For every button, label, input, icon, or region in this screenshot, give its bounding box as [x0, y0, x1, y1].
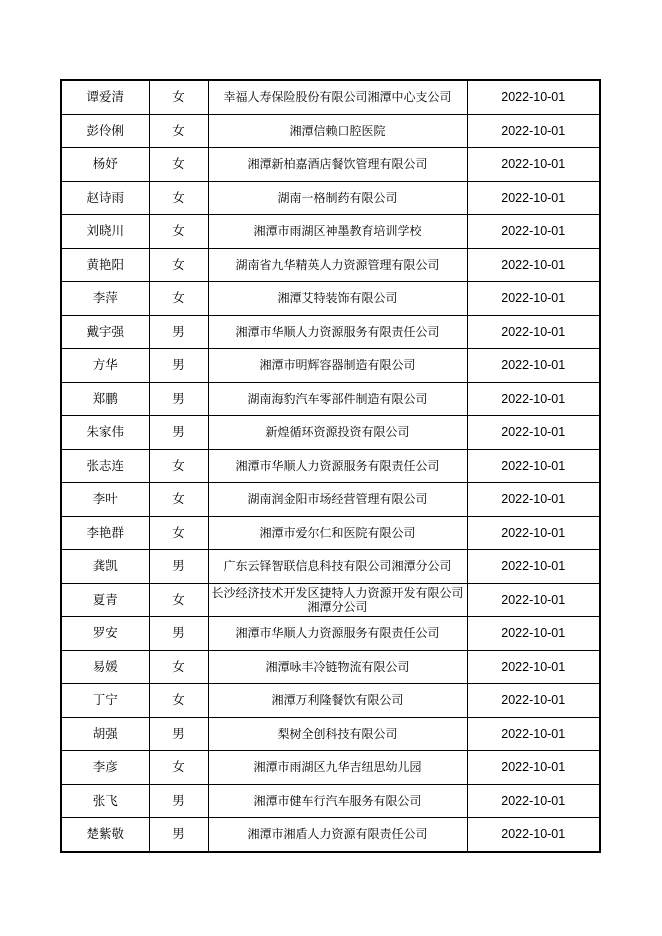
gender-cell[interactable]: 女	[149, 248, 208, 282]
company-cell[interactable]: 湘潭万利隆餐饮有限公司	[208, 684, 467, 718]
date-cell[interactable]: 2022-10-01	[467, 80, 600, 114]
gender-cell[interactable]: 男	[149, 382, 208, 416]
name-cell[interactable]: 黄艳阳	[61, 248, 149, 282]
company-cell[interactable]: 湘潭新柏嘉酒店餐饮管理有限公司	[208, 148, 467, 182]
date-cell[interactable]: 2022-10-01	[467, 617, 600, 651]
table-row	[61, 382, 600, 416]
name-cell[interactable]: 彭伶俐	[61, 114, 149, 148]
table-row	[61, 114, 600, 148]
gender-cell[interactable]: 女	[149, 114, 208, 148]
table-row	[61, 516, 600, 550]
name-cell[interactable]: 夏青	[61, 583, 149, 617]
gender-cell[interactable]: 男	[149, 784, 208, 818]
gender-cell[interactable]: 男	[149, 349, 208, 383]
date-cell[interactable]: 2022-10-01	[467, 483, 600, 517]
gender-cell[interactable]: 男	[149, 416, 208, 450]
date-cell[interactable]: 2022-10-01	[467, 181, 600, 215]
name-cell[interactable]: 丁宁	[61, 684, 149, 718]
company-cell[interactable]: 湘潭市健车行汽车服务有限公司	[208, 784, 467, 818]
table-row	[61, 449, 600, 483]
date-cell[interactable]: 2022-10-01	[467, 650, 600, 684]
date-cell[interactable]: 2022-10-01	[467, 114, 600, 148]
table-row	[61, 550, 600, 584]
date-cell[interactable]: 2022-10-01	[467, 684, 600, 718]
gender-cell[interactable]: 女	[149, 516, 208, 550]
table-row	[61, 717, 600, 751]
company-cell[interactable]: 湘潭信赖口腔医院	[208, 114, 467, 148]
date-cell[interactable]: 2022-10-01	[467, 215, 600, 249]
company-cell[interactable]: 湘潭艾特装饰有限公司	[208, 282, 467, 316]
gender-cell[interactable]: 男	[149, 617, 208, 651]
name-cell[interactable]: 胡强	[61, 717, 149, 751]
date-cell[interactable]: 2022-10-01	[467, 449, 600, 483]
table-row	[61, 583, 600, 617]
spreadsheet-page	[60, 79, 599, 853]
gender-cell[interactable]: 女	[149, 148, 208, 182]
gender-cell[interactable]: 女	[149, 80, 208, 114]
company-cell[interactable]: 新煌循环资源投资有限公司	[208, 416, 467, 450]
company-cell[interactable]: 湖南海豹汽车零部件制造有限公司	[208, 382, 467, 416]
name-cell[interactable]: 戴宇强	[61, 315, 149, 349]
company-cell[interactable]: 湘潭市雨湖区神墨教育培训学校	[208, 215, 467, 249]
name-cell[interactable]: 李彦	[61, 751, 149, 785]
name-cell[interactable]: 龚凯	[61, 550, 149, 584]
gender-cell[interactable]: 男	[149, 717, 208, 751]
name-cell[interactable]: 方华	[61, 349, 149, 383]
gender-cell[interactable]: 女	[149, 181, 208, 215]
gender-cell[interactable]: 男	[149, 315, 208, 349]
company-cell[interactable]: 湘潭市湘盾人力资源有限责任公司	[208, 818, 467, 852]
company-cell[interactable]: 湘潭咏丰冷链物流有限公司	[208, 650, 467, 684]
table-row	[61, 181, 600, 215]
table-row	[61, 784, 600, 818]
date-cell[interactable]: 2022-10-01	[467, 550, 600, 584]
date-cell[interactable]: 2022-10-01	[467, 315, 600, 349]
company-cell[interactable]: 幸福人寿保险股份有限公司湘潭中心支公司	[208, 80, 467, 114]
company-cell[interactable]: 湘潭市雨湖区九华吉纽思幼儿园	[208, 751, 467, 785]
employee-table	[60, 79, 601, 853]
date-cell[interactable]: 2022-10-01	[467, 818, 600, 852]
company-cell[interactable]: 湖南省九华精英人力资源管理有限公司	[208, 248, 467, 282]
company-cell[interactable]: 湘潭市爱尔仁和医院有限公司	[208, 516, 467, 550]
date-cell[interactable]: 2022-10-01	[467, 349, 600, 383]
table-row	[61, 818, 600, 852]
name-cell[interactable]: 罗安	[61, 617, 149, 651]
date-cell[interactable]: 2022-10-01	[467, 516, 600, 550]
gender-cell[interactable]: 女	[149, 583, 208, 617]
company-cell[interactable]: 湖南一格制药有限公司	[208, 181, 467, 215]
date-cell[interactable]: 2022-10-01	[467, 717, 600, 751]
name-cell[interactable]: 郑鹏	[61, 382, 149, 416]
table-row	[61, 80, 600, 114]
date-cell[interactable]: 2022-10-01	[467, 382, 600, 416]
gender-cell[interactable]: 女	[149, 449, 208, 483]
table-row	[61, 349, 600, 383]
table-row	[61, 215, 600, 249]
name-cell[interactable]: 李叶	[61, 483, 149, 517]
date-cell[interactable]: 2022-10-01	[467, 751, 600, 785]
date-cell[interactable]: 2022-10-01	[467, 416, 600, 450]
table-row	[61, 617, 600, 651]
gender-cell[interactable]: 女	[149, 282, 208, 316]
date-cell[interactable]: 2022-10-01	[467, 282, 600, 316]
table-row	[61, 751, 600, 785]
company-cell[interactable]: 湘潭市华顺人力资源服务有限责任公司	[208, 315, 467, 349]
name-cell[interactable]: 朱家伟	[61, 416, 149, 450]
name-cell[interactable]: 张飞	[61, 784, 149, 818]
date-cell[interactable]: 2022-10-01	[467, 248, 600, 282]
date-cell[interactable]: 2022-10-01	[467, 784, 600, 818]
table-row	[61, 315, 600, 349]
table-row	[61, 483, 600, 517]
gender-cell[interactable]: 男	[149, 818, 208, 852]
name-cell[interactable]: 张志连	[61, 449, 149, 483]
table-row	[61, 248, 600, 282]
name-cell[interactable]: 楚紫敬	[61, 818, 149, 852]
table-row	[61, 148, 600, 182]
name-cell[interactable]: 李萍	[61, 282, 149, 316]
company-cell[interactable]: 长沙经济技术开发区捷特人力资源开发有限公司湘潭分公司	[208, 583, 467, 617]
table-row	[61, 282, 600, 316]
gender-cell[interactable]: 女	[149, 751, 208, 785]
company-cell[interactable]: 湖南润金阳市场经营管理有限公司	[208, 483, 467, 517]
company-cell[interactable]: 湘潭市华顺人力资源服务有限责任公司	[208, 449, 467, 483]
table-body	[61, 80, 600, 852]
gender-cell[interactable]: 男	[149, 550, 208, 584]
date-cell[interactable]: 2022-10-01	[467, 148, 600, 182]
table-row	[61, 416, 600, 450]
name-cell[interactable]: 李艳群	[61, 516, 149, 550]
name-cell[interactable]: 赵诗雨	[61, 181, 149, 215]
gender-cell[interactable]: 女	[149, 215, 208, 249]
table-row	[61, 650, 600, 684]
company-cell[interactable]: 广东云铎智联信息科技有限公司湘潭分公司	[208, 550, 467, 584]
gender-cell[interactable]: 女	[149, 684, 208, 718]
company-cell[interactable]: 湘潭市华顺人力资源服务有限责任公司	[208, 617, 467, 651]
company-cell[interactable]: 梨树全创科技有限公司	[208, 717, 467, 751]
date-cell[interactable]: 2022-10-01	[467, 583, 600, 617]
name-cell[interactable]: 谭爱清	[61, 80, 149, 114]
name-cell[interactable]: 杨妤	[61, 148, 149, 182]
gender-cell[interactable]: 女	[149, 483, 208, 517]
table-row	[61, 684, 600, 718]
name-cell[interactable]: 易媛	[61, 650, 149, 684]
company-cell[interactable]: 湘潭市明辉容器制造有限公司	[208, 349, 467, 383]
gender-cell[interactable]: 女	[149, 650, 208, 684]
name-cell[interactable]: 刘晓川	[61, 215, 149, 249]
